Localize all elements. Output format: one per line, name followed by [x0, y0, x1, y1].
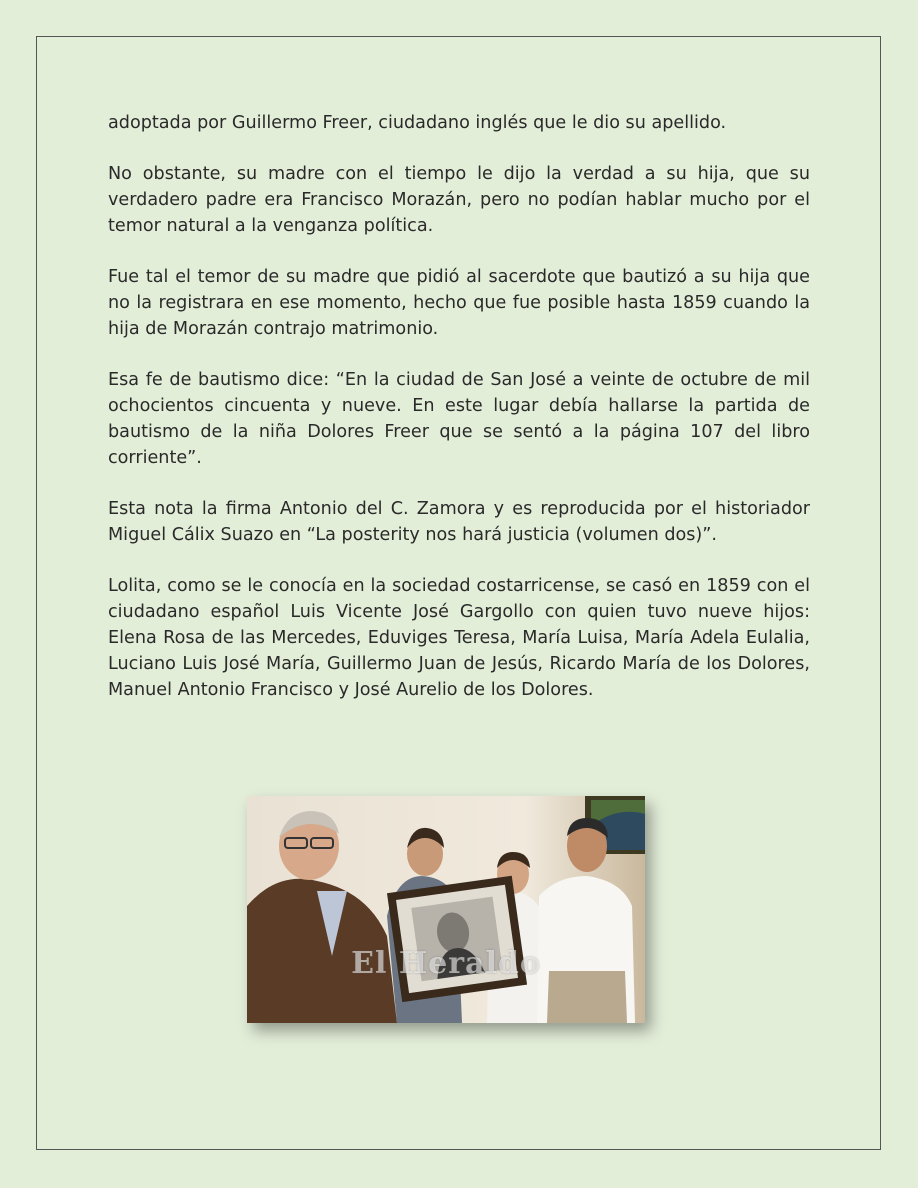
document-body: [108, 110, 810, 703]
paragraph-baptism-fear: Fue tal el temor de su madre que pidió al sacerdote que bautizó a su hija que no la registrara en ese momento, hecho que fue posible hasta 1859 cuando la hija de Morazán contrajo matrimonio.: [108, 267, 810, 339]
photo-illustration: [247, 796, 645, 1023]
group-photo: [247, 796, 645, 1023]
paragraph-true-father: No obstante, su madre con el tiempo le dijo la verdad a su hija, que su verdadero padre era Francisco Morazán, pero no podían hablar mucho por el temor natural a la venganza política.: [108, 164, 810, 236]
paragraph-adoption: adoptada por Guillermo Freer, ciudadano inglés que le dio su apellido.: [108, 113, 727, 133]
paragraph-signature-note: Esta nota la firma Antonio del C. Zamora y es reproducida por el historiador Miguel Cálix Suazo en “La posterity nos hará justicia (volumen dos)”.: [108, 499, 810, 545]
watermark-text: El Heraldo: [351, 946, 541, 981]
paragraph-marriage-children: Lolita, como se le conocía en la sociedad costarricense, se casó en 1859 con el ciudadano español Luis Vicente José Gargollo con quien tuvo nueve hijos: Elena Rosa de las Mercedes, Eduviges Teresa, María Luisa, María Adela Eulalia, Luciano Luis José María, Guillermo Juan de Jesús, Ricardo María de los Dolores, Manuel Antonio Francisco y José Aurelio de los Dolores.: [108, 576, 810, 700]
paragraph-baptism-record: Esa fe de bautismo dice: “En la ciudad de San José a veinte de octubre de mil ochocientos cincuenta y nueve. En este lugar debía hallarse la partida de bautismo de la niña Dolores Freer que se sentó a la página 107 del libro corriente”.: [108, 370, 810, 468]
